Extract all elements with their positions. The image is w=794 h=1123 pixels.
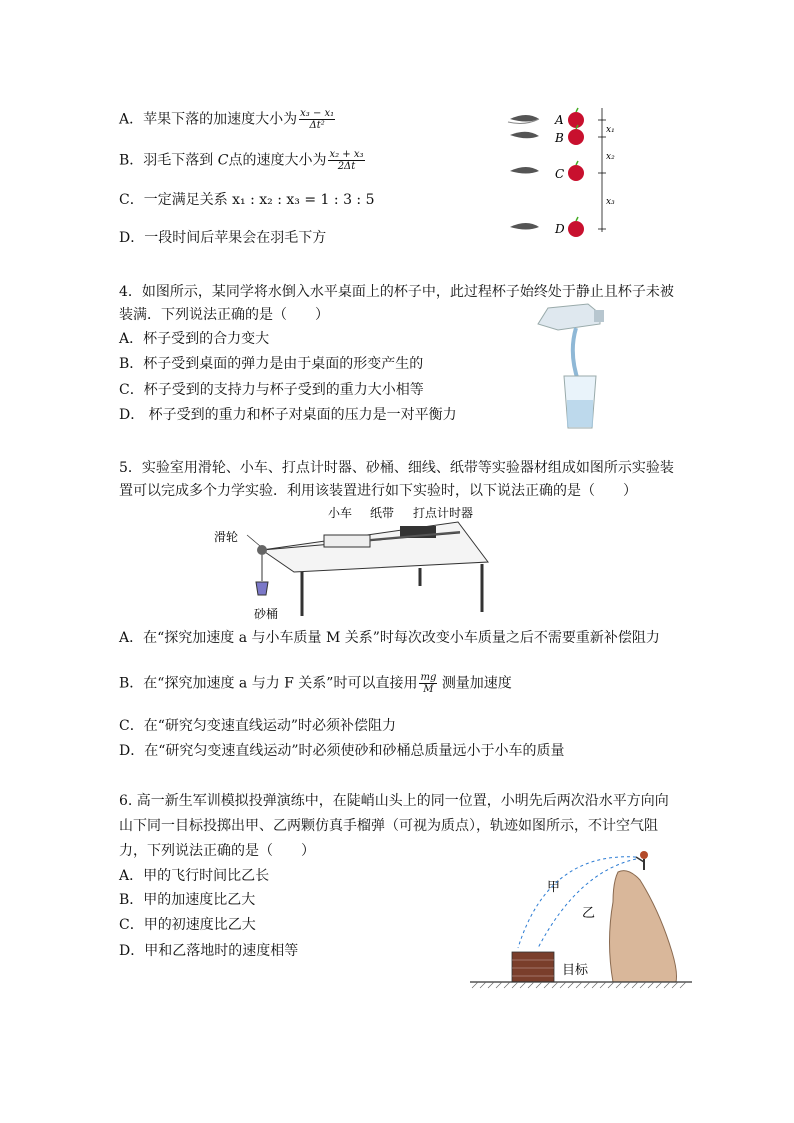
label-cart: 小车 [328, 506, 353, 520]
q4-figure-pouring-water [528, 300, 620, 436]
label-target: 目标 [562, 963, 589, 978]
fraction-numerator: x₂ + x₃ [329, 149, 364, 160]
q4-option-a: A．杯子受到的合力变大 [119, 331, 270, 347]
cliff-icon [610, 871, 677, 982]
q5-option-b-fraction [419, 672, 437, 695]
q4-option-c: C．杯子受到的支持力与杯子受到的重力大小相等 [119, 382, 424, 398]
q5-option-a: A．在“探究加速度 a 与小车质量 M 关系”时每次改变小车质量之后不需要重新补偿阻力 [119, 630, 660, 646]
apple-icon [568, 217, 584, 237]
label-pulley: 滑轮 [214, 530, 239, 544]
q5-option-d: D．在“研究匀变速直线运动”时必须使砂和砂桶总质量远小于小车的质量 [119, 743, 565, 759]
pulley-leader-line [247, 535, 260, 546]
q4-stem-line2: 装满．下列说法正确的是（ ） [119, 307, 329, 323]
q5-figure-apparatus [210, 502, 500, 624]
feather-icon [508, 115, 539, 123]
q5-option-b-suffix: 测量加速度 [441, 675, 512, 692]
q3-option-b-fraction [328, 149, 364, 172]
q3-figure [505, 100, 625, 240]
table-legs [302, 564, 482, 616]
q5-option-c: C．在“研究匀变速直线运动”时必须补偿阻力 [119, 718, 397, 734]
apple-icon [568, 161, 584, 181]
q4-option-b: B．杯子受到桌面的弹力是由于桌面的形变产生的 [119, 356, 424, 372]
q3-option-b [119, 149, 365, 172]
target-bunker [512, 952, 554, 982]
q6-option-c: C．甲的初速度比乙大 [119, 917, 256, 933]
q4-stem-line1: 4．如图所示，某同学将水倒入水平桌面上的杯子中，此过程杯子始终处于静止且杯子未被 [119, 284, 674, 300]
label-x3: x₃ [606, 197, 615, 207]
distance-marks [598, 108, 606, 232]
q3-option-b-text-mid: 点的速度大小为 [228, 152, 327, 169]
point-label: C [217, 152, 229, 169]
q3-option-c: C．一定满足关系 x₁ : x₂ : x₃ = 1 : 3 : 5 [119, 192, 375, 208]
fraction-denominator: 2Δt [337, 161, 356, 172]
bucket-icon [256, 582, 268, 595]
ground-hatch [472, 982, 686, 988]
apple-icon [568, 125, 584, 145]
feather-icon [510, 223, 539, 230]
label-bucket: 砂桶 [254, 607, 279, 621]
q5-stem-line1: 5．实验室用滑轮、小车、打点计时器、砂桶、细线、纸带等实验器材组成如图所示实验装 [119, 460, 674, 476]
q6-stem-line1: 6. 高一新生军训模拟投弹演练中，在陡峭山头上的同一位置，小明先后两次沿水平方向向 [119, 793, 669, 809]
label-a: A [555, 113, 564, 127]
q3-option-a-fraction [299, 108, 335, 131]
q6-option-a: A．甲的飞行时间比乙长 [119, 868, 270, 884]
q3-option-b-text: B．羽毛下落到 [119, 152, 214, 169]
label-jia: 甲 [547, 880, 561, 895]
feather-icon [510, 167, 539, 174]
bottle-icon [538, 304, 600, 330]
q6-option-d: D．甲和乙落地时的速度相等 [119, 943, 299, 959]
label-timer: 打点计时器 [413, 506, 474, 520]
q6-figure-trajectory [468, 842, 694, 992]
person-icon [636, 851, 648, 870]
q3-option-a-text: A．苹果下落的加速度大小为 [119, 111, 298, 128]
fraction-numerator: x₃ − x₁ [300, 108, 335, 119]
feather-icon [510, 132, 539, 139]
cart-icon [324, 535, 370, 547]
q5-stem-line2: 置可以完成多个力学实验．利用该装置进行如下实验时，以下说法正确的是（ ） [119, 483, 637, 499]
pulley-icon [257, 545, 267, 555]
label-tape: 纸带 [370, 506, 395, 520]
q4-option-d: D． 杯子受到的重力和杯子对桌面的压力是一对平衡力 [119, 407, 457, 423]
fraction-denominator: M [423, 684, 434, 695]
bottle-cap [594, 310, 604, 322]
q6-option-b: B．甲的加速度比乙大 [119, 892, 256, 908]
label-x1: x₁ [606, 125, 615, 135]
label-yi: 乙 [582, 906, 596, 921]
q6-stem-line2: 山下同一目标投掷出甲、乙两颗仿真手榴弹（可视为质点），轨迹如图所示，不计空气阻 [119, 818, 658, 834]
label-b: B [555, 131, 564, 145]
label-c: C [555, 167, 565, 181]
q5-option-b-text: B．在“探究加速度 a 与力 F 关系”时可以直接用 [119, 675, 418, 692]
q3-option-a [119, 108, 335, 131]
label-x2: x₂ [606, 152, 615, 162]
water-in-glass [567, 400, 593, 427]
q5-option-b [119, 672, 512, 695]
apple-icon [568, 108, 584, 128]
q6-stem-line3: 力，下列说法正确的是（ ） [119, 843, 315, 859]
fraction-numerator: mg [420, 672, 437, 683]
q3-option-d: D．一段时间后苹果会在羽毛下方 [119, 230, 327, 246]
label-d: D [555, 222, 565, 236]
fraction-denominator: Δt² [309, 120, 325, 131]
